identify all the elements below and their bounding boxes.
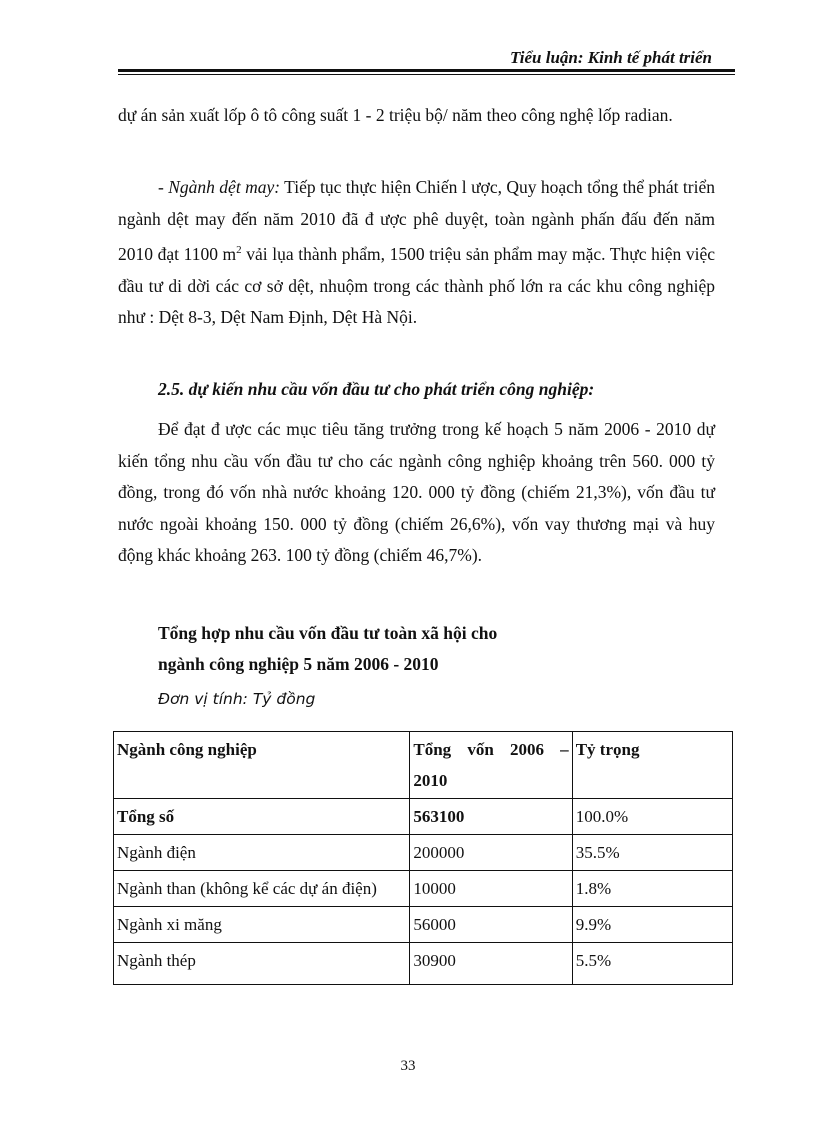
textile-label: - Ngành dệt may: [158, 177, 281, 197]
header-cell-share: Tỷ trọng [572, 732, 732, 799]
table-title-line2: ngành công nghiệp 5 năm 2006 - 2010 [158, 654, 439, 674]
paragraph-investment: Để đạt đ ược các mục tiêu tăng trưởng trong kế hoạch 5 năm 2006 - 2010 dự kiến tổng nhu cầu vốn đầu tư cho các ngành công nghiệp khoảng trên 560. 000 tỷ đồng, trong đó vốn nhà nước khoảng 120. 000 tỷ đồng (chiếm 21,3%), vốn đầu tư nước ngoài khoảng 150. 000 tỷ đồng (chiếm 26,6%), vốn vay thương mại và huy động khác khoảng 263. 100 tỷ đồng (chiếm 46,7%). [118, 419, 715, 566]
cell-share: 5.5% [572, 943, 732, 985]
cell-total: 10000 [410, 871, 572, 907]
section-heading: 2.5. dự kiến nhu cầu vốn đầu tư cho phát triển công nghiệp: [158, 379, 595, 399]
cell-industry: Tổng số [114, 799, 410, 835]
header-cell-industry: Ngành công nghiệp [114, 732, 410, 799]
cell-share: 9.9% [572, 907, 732, 943]
table-row [114, 799, 733, 835]
cell-total: 56000 [410, 907, 572, 943]
cell-share: 35.5% [572, 835, 732, 871]
textile-text: Tiếp tục thực hiện Chiến l ược, Quy hoạch tổng thể phát triển ngành dệt may đến năm 2010 đã đ ược phê duyệt, toàn ngành phấn đấu đến năm 2010 đạt 1100 m [118, 177, 715, 265]
cell-industry: Ngành than (không kể các dự án điện) [114, 871, 410, 907]
header-cell-total: Tổng vốn 2006 – 2010 [410, 732, 572, 799]
header-title: Tiểu luận: Kinh tế phát triển [510, 48, 712, 67]
cell-share: 100.0% [572, 799, 732, 835]
cell-industry: Ngành thép [114, 943, 410, 985]
table-row [114, 907, 733, 943]
table-title-line1: Tổng hợp nhu cầu vốn đầu tư toàn xã hội cho [158, 623, 498, 643]
cell-industry: Ngành xi măng [114, 907, 410, 943]
paragraph-tire-project: dự án sản xuất lốp ô tô công suất 1 - 2 triệu bộ/ năm theo công nghệ lốp radian. [118, 105, 673, 125]
table-row [114, 943, 733, 985]
header-rule-thick [118, 69, 735, 72]
cell-industry: Ngành điện [114, 835, 410, 871]
table-row [114, 871, 733, 907]
textile-text-2: vải lụa thành phẩm, 1500 triệu sản phẩm may mặc. Thực hiện việc đầu tư di dời các cơ sở dệt, nhuộm trong các thành phố lớn ra các khu công nghiệp như : Dệt 8-3, Dệt Nam Định, Dệt Hà Nội. [118, 244, 715, 328]
cell-total: 30900 [410, 943, 572, 985]
unit-label: Đơn vị tính: Tỷ đồng [158, 690, 316, 708]
cell-total: 200000 [410, 835, 572, 871]
table-header-row [114, 732, 733, 799]
paragraph-textile [118, 172, 715, 334]
cell-total: 563100 [410, 799, 572, 835]
investment-table [113, 731, 733, 985]
page-number: 33 [400, 1058, 416, 1074]
table-row [114, 835, 733, 871]
textile-superscript: 2 [236, 244, 242, 257]
cell-share: 1.8% [572, 871, 732, 907]
header-rule-thin [118, 74, 735, 75]
